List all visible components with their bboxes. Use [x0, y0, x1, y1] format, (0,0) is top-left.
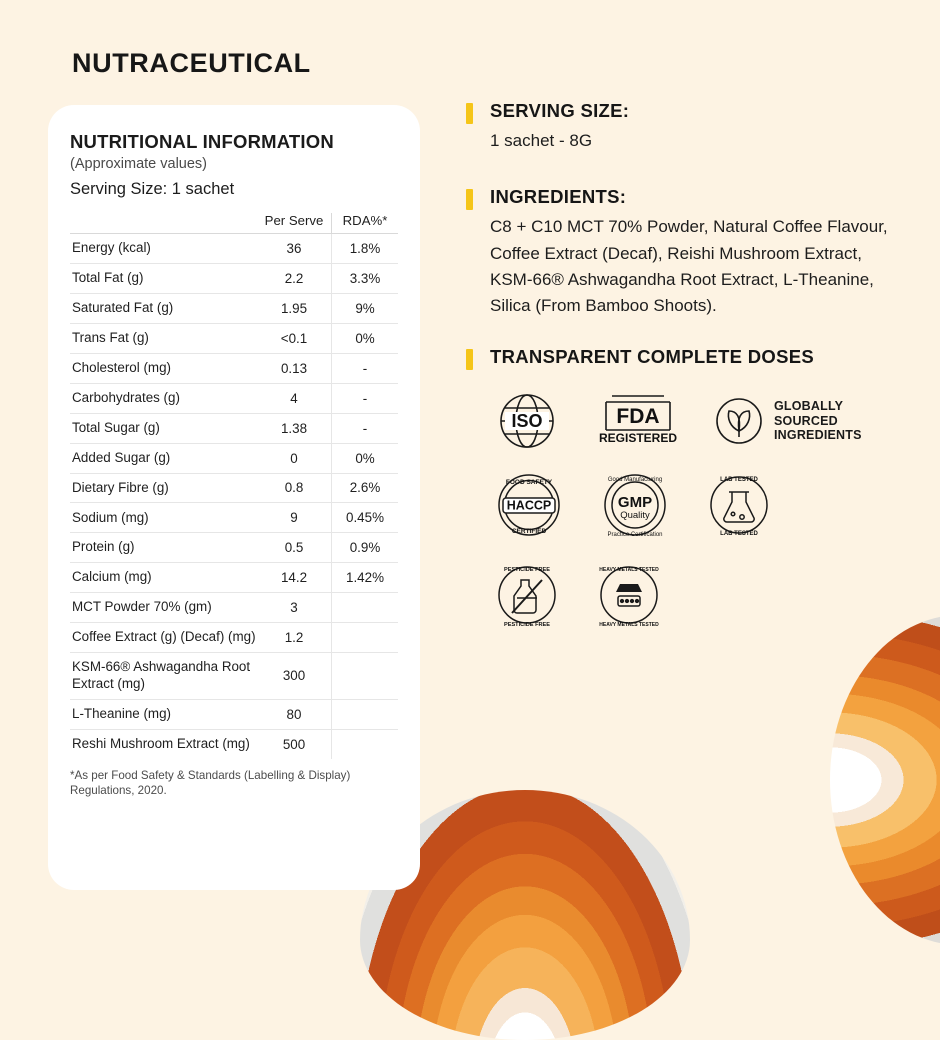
table-row — [70, 533, 398, 563]
row-label: Protein (g) — [70, 533, 257, 563]
row-rda: 1.8% — [332, 234, 399, 264]
nutritional-information-card — [48, 105, 420, 890]
row-label: Calcium (mg) — [70, 563, 257, 593]
row-per-serve: 0 — [257, 443, 332, 473]
row-rda: - — [332, 353, 399, 383]
table-row — [70, 353, 398, 383]
table-row — [70, 623, 398, 653]
fda-registered-badge — [592, 390, 684, 452]
row-label: Trans Fat (g) — [70, 323, 257, 353]
gmp-quality-badge — [596, 466, 674, 544]
accent-bar-icon — [466, 103, 473, 124]
ingredients-heading: INGREDIENTS: — [490, 186, 627, 208]
column-header-nutrient — [70, 213, 257, 234]
table-row — [70, 383, 398, 413]
table-row — [70, 293, 398, 323]
svg-text:Good Manufacturing: Good Manufacturing — [607, 476, 663, 483]
row-label: L-Theanine (mg) — [70, 699, 257, 729]
row-label: Energy (kcal) — [70, 234, 257, 264]
nutrition-serving-size: Serving Size: 1 sachet — [70, 180, 235, 198]
pesticide-free-badge — [490, 558, 564, 632]
svg-text:FOOD SAFETY: FOOD SAFETY — [505, 478, 553, 486]
badge-row-3 — [490, 558, 902, 632]
row-per-serve: 300 — [257, 653, 332, 700]
row-per-serve: 14.2 — [257, 563, 332, 593]
row-label: Carbohydrates (g) — [70, 383, 257, 413]
svg-text:Quality: Quality — [620, 509, 650, 521]
row-label: Cholesterol (mg) — [70, 353, 257, 383]
row-label: Sodium (mg) — [70, 503, 257, 533]
row-rda — [332, 653, 399, 700]
table-row — [70, 473, 398, 503]
row-rda — [332, 593, 399, 623]
ingredients-section — [466, 186, 906, 208]
svg-text:FDA: FDA — [616, 404, 660, 428]
row-label: MCT Powder 70% (gm) — [70, 593, 257, 623]
row-label: Added Sugar (g) — [70, 443, 257, 473]
badge-row-1 — [490, 390, 902, 452]
table-row — [70, 593, 398, 623]
row-rda: 0% — [332, 323, 399, 353]
page-title: NUTRACEUTICAL — [72, 48, 311, 78]
table-row — [70, 263, 398, 293]
row-label: Reshi Mushroom Extract (mg) — [72, 735, 250, 751]
right-column — [466, 100, 906, 646]
row-label: Dietary Fibre (g) — [70, 473, 257, 503]
svg-text:HEAVY METALS TESTED: HEAVY METALS TESTED — [599, 621, 659, 628]
row-per-serve: 36 — [257, 234, 332, 264]
row-per-serve: 3 — [257, 593, 332, 623]
row-per-serve: <0.1 — [257, 323, 332, 353]
sourced-label: SOURCED — [774, 413, 838, 428]
nutrition-footnote: *As per Food Safety & Standards (Labelling & Display) Regulations, 2020. — [70, 768, 351, 798]
table-header-row — [70, 213, 398, 234]
row-rda: 2.6% — [332, 473, 399, 503]
row-per-serve: 80 — [257, 699, 332, 729]
row-per-serve: 0.5 — [257, 533, 332, 563]
table-row — [70, 503, 398, 533]
table-row — [70, 323, 398, 353]
accent-bar-icon — [466, 189, 473, 210]
svg-text:Practice Certification: Practice Certification — [607, 531, 663, 538]
row-rda — [332, 623, 399, 653]
certification-badges — [466, 390, 902, 632]
globally-sourced-text — [774, 399, 862, 442]
row-rda: - — [332, 413, 399, 443]
row-rda: 0% — [332, 443, 399, 473]
ingredients-label: INGREDIENTS — [774, 427, 862, 442]
row-label: Coffee Extract (g) (Decaf) (mg) — [70, 623, 257, 653]
svg-text:LAB TESTED: LAB TESTED — [720, 530, 758, 537]
row-rda: 1.42% — [332, 563, 399, 593]
row-per-serve: 0.8 — [257, 473, 332, 503]
badge-row-2 — [490, 466, 902, 544]
svg-text:PESTICIDE FREE: PESTICIDE FREE — [503, 621, 551, 628]
row-per-serve: 0.13 — [257, 353, 332, 383]
nutrition-table — [70, 213, 398, 759]
row-per-serve: 1.38 — [257, 413, 332, 443]
svg-text:HEAVY METALS TESTED: HEAVY METALS TESTED — [599, 566, 659, 573]
doses-section — [466, 346, 906, 368]
table-row — [70, 653, 398, 700]
serving-size-heading: SERVING SIZE: — [490, 100, 630, 121]
svg-text:LAB TESTED: LAB TESTED — [720, 476, 758, 483]
nutrition-table-body — [70, 234, 398, 759]
row-per-serve: 1.2 — [257, 623, 332, 653]
row-rda — [332, 729, 399, 758]
serving-size-body: 1 sachet - 8G — [490, 131, 593, 150]
row-per-serve: 500 — [282, 736, 306, 752]
nutrition-heading: NUTRITIONAL INFORMATION — [70, 131, 334, 152]
svg-text:GMP: GMP — [617, 493, 653, 511]
table-row — [70, 699, 398, 729]
svg-text:PESTICIDE FREE: PESTICIDE FREE — [503, 566, 551, 573]
svg-text:ISO: ISO — [511, 410, 543, 431]
row-per-serve: 4 — [257, 383, 332, 413]
column-header-per-serve: Per Serve — [264, 213, 324, 228]
doses-heading: TRANSPARENT COMPLETE DOSES — [490, 345, 815, 367]
row-per-serve: 1.95 — [257, 293, 332, 323]
column-header-rda: RDA%* — [332, 213, 399, 234]
row-label: Saturated Fat (g) — [70, 293, 257, 323]
row-rda: 0.9% — [332, 533, 399, 563]
globally-sourced-ingredients-badge — [712, 393, 862, 449]
table-row — [70, 563, 398, 593]
row-label: KSM-66® Ashwagandha Root Extract (mg) — [70, 653, 257, 700]
table-row — [70, 234, 398, 264]
row-per-serve: 9 — [257, 503, 332, 533]
row-per-serve: 2.2 — [257, 263, 332, 293]
row-rda — [332, 699, 399, 729]
table-row — [70, 413, 398, 443]
table-row — [70, 729, 398, 758]
row-label: Total Fat (g) — [70, 263, 257, 293]
table-row — [70, 443, 398, 473]
row-rda: 3.3% — [332, 263, 399, 293]
row-rda: 9% — [332, 293, 399, 323]
iso-badge — [490, 390, 564, 452]
haccp-certified-badge — [490, 466, 568, 544]
nutrition-subheading: (Approximate values) — [70, 156, 207, 172]
globally-label: GLOBALLY — [774, 399, 844, 414]
accent-bar-icon — [466, 349, 473, 370]
svg-text:REGISTERED: REGISTERED — [598, 430, 678, 445]
mushroom-decoration-right — [830, 615, 940, 945]
svg-text:HACCP: HACCP — [506, 498, 552, 513]
heavy-metals-tested-badge — [592, 558, 666, 632]
ingredients-body: C8 + C10 MCT 70% Powder, Natural Coffee Flavour, Coffee Extract (Decaf), Reishi Mushroom Extract, KSM-66® Ashwagandha Root Extract, L-Theanine, Silica (From Bamboo Shoots). — [490, 217, 888, 316]
lab-tested-badge — [702, 468, 776, 542]
row-rda: 0.45% — [332, 503, 399, 533]
row-rda: - — [332, 383, 399, 413]
serving-size-section — [466, 100, 906, 122]
row-label: Total Sugar (g) — [70, 413, 257, 443]
svg-text:CERTIFIED: CERTIFIED — [511, 527, 547, 535]
